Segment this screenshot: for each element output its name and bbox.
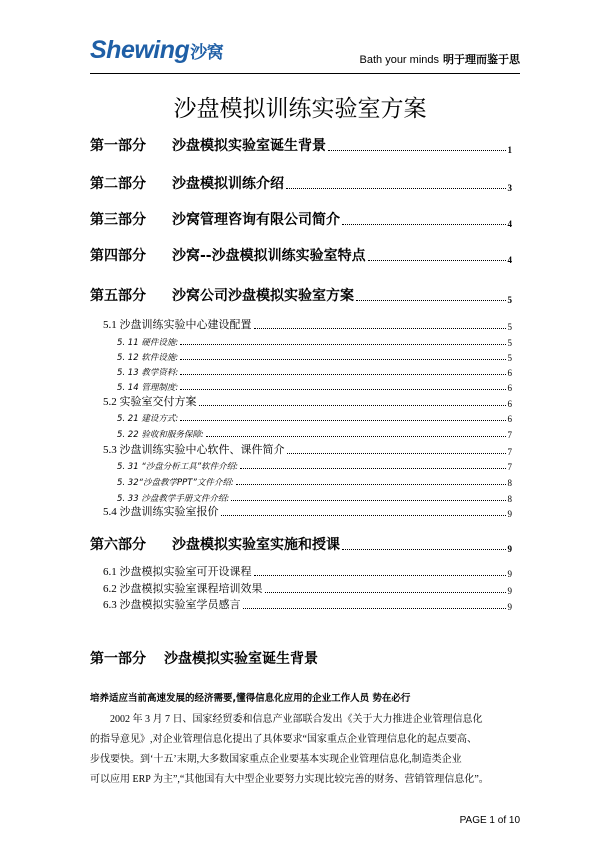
toc-entry-part6[interactable]: [90, 532, 512, 554]
toc-page: 5: [507, 295, 512, 305]
toc-page: 7: [507, 447, 512, 457]
toc-part-label: 第五部分: [90, 288, 146, 304]
toc-entry-5-12[interactable]: [117, 350, 512, 363]
toc-entry-5-13[interactable]: [117, 365, 512, 378]
toc-entry-6-1[interactable]: [103, 565, 512, 579]
toc-leader: [328, 150, 506, 151]
toc-title: 5. 22 验收和服务保障:: [117, 430, 204, 440]
toc-entry-5-1[interactable]: [103, 318, 512, 332]
toc-entry-part5[interactable]: [90, 283, 512, 305]
toc-entry-5-4[interactable]: [103, 505, 512, 519]
toc-entry-5-22[interactable]: [117, 427, 512, 440]
paragraph-line: 可以应用 ERP 为主”,“其他国有大中型企业要努力实现比较完善的财务、营销管理信息化”。: [90, 774, 489, 785]
toc-page: 8: [507, 494, 512, 504]
toc-title: 5. 32“沙盘教学PPT”文件介绍:: [117, 478, 234, 488]
toc-entry-part3[interactable]: [90, 207, 512, 229]
toc-title: 6.1 沙盘模拟实验室可开设课程: [103, 566, 252, 578]
toc-title: 沙窝管理咨询有限公司简介: [172, 212, 340, 228]
body-paragraph: [90, 710, 520, 790]
toc-title: 5. 33 沙盘教学手册文件介绍:: [117, 494, 230, 504]
toc-page: 4: [507, 219, 512, 229]
toc-title: 沙盘模拟训练介绍: [172, 176, 284, 192]
toc-title: 5.1 沙盘训练实验中心建设配置: [103, 319, 252, 331]
toc-leader: [368, 260, 506, 261]
toc-page: 5: [507, 338, 512, 348]
toc-entry-5-31[interactable]: [117, 459, 512, 472]
toc-page: 7: [507, 430, 512, 440]
paragraph-line: 步伐要快。到‘十五’末期,大多数国家重点企业要基本实现企业管理信息化,制造类企业: [90, 754, 462, 765]
toc-title: 5. 11 硬件设施:: [117, 338, 179, 348]
toc-page: 9: [507, 544, 512, 554]
paragraph-line: 2002 年 3 月 7 日、国家经贸委和信息产业部联合发出《关于大力推进企业管理信息化: [110, 714, 483, 725]
section-heading: [90, 648, 318, 668]
page-footer: PAGE 1 of 10: [459, 815, 520, 826]
toc-leader: [231, 500, 505, 501]
slogan-en: Bath your minds: [359, 54, 439, 66]
toc-page: 7: [507, 462, 512, 472]
toc-page: 4: [507, 255, 512, 265]
toc-leader: [221, 515, 506, 516]
logo-text: Shewing: [90, 36, 190, 64]
toc-page: 5: [507, 353, 512, 363]
toc-leader: [287, 453, 506, 454]
toc-leader: [180, 389, 505, 390]
toc-leader: [356, 300, 506, 301]
toc-page: 6: [507, 414, 512, 424]
toc-leader: [342, 549, 506, 550]
toc-page: 9: [507, 569, 512, 579]
toc-entry-5-14[interactable]: [117, 380, 512, 393]
logo-cn: 沙窝: [190, 43, 224, 62]
toc-title: 5.3 沙盘训练实验中心软件、课件简介: [103, 444, 285, 456]
toc-leader: [240, 468, 505, 469]
toc-leader: [180, 359, 505, 360]
shewing-logo: [90, 36, 223, 65]
section-part-label: 第一部分: [90, 651, 146, 667]
document-title: 沙盘模拟训练实验室方案: [173, 96, 427, 121]
page-header: [90, 36, 520, 76]
toc-page: 3: [507, 183, 512, 193]
toc-page: 6: [507, 368, 512, 378]
toc-title: 沙窝--沙盘模拟训练实验室特点: [172, 248, 366, 264]
toc-part-label: 第六部分: [90, 537, 146, 553]
slogan-cn: 明于理而鉴于思: [443, 54, 520, 66]
paragraph-line: 的指导意见》,对企业管理信息化提出了具体要求“国家重点企业管理信息化的起点要高、: [90, 734, 477, 745]
toc-leader: [254, 328, 506, 329]
toc-entry-5-32[interactable]: [117, 475, 512, 488]
toc-entry-5-2[interactable]: [103, 395, 512, 409]
toc-title: 5. 12 软件设施:: [117, 353, 179, 363]
header-slogan: [360, 51, 520, 67]
header-divider: [90, 73, 520, 74]
toc-page: 6: [507, 399, 512, 409]
toc-entry-6-2[interactable]: [103, 582, 512, 596]
toc-page: 9: [507, 586, 512, 596]
toc-leader: [180, 344, 505, 345]
toc-leader: [180, 374, 505, 375]
toc-leader: [236, 484, 506, 485]
toc-entry-part2[interactable]: [90, 171, 512, 193]
toc-part-label: 第四部分: [90, 248, 146, 264]
toc-page: 5: [507, 322, 512, 332]
toc-leader: [342, 224, 506, 225]
toc-title: 6.2 沙盘模拟实验室课程培训效果: [103, 583, 263, 595]
toc-leader: [254, 575, 506, 576]
toc-page: 1: [507, 145, 512, 155]
toc-title: 5. 31 “沙盘分析工具”软件介绍:: [117, 462, 239, 472]
toc-leader: [265, 592, 506, 593]
toc-title: 5. 14 管理制度:: [117, 383, 179, 393]
toc-page: 8: [507, 478, 512, 488]
toc-part-label: 第二部分: [90, 176, 146, 192]
toc-entry-part4[interactable]: [90, 243, 512, 265]
toc-title: 5.2 实验室交付方案: [103, 396, 197, 408]
section-title: 沙盘模拟实验室诞生背景: [164, 651, 318, 667]
toc-title: 沙窝公司沙盘模拟实验室方案: [172, 288, 354, 304]
toc-leader: [180, 420, 505, 421]
toc-leader: [286, 188, 506, 189]
toc-leader: [199, 405, 506, 406]
toc-title: 5. 13 教学资料:: [117, 368, 179, 378]
toc-title: 沙盘模拟实验室诞生背景: [172, 138, 326, 154]
toc-title: 沙盘模拟实验室实施和授课: [172, 537, 340, 553]
toc-entry-5-21[interactable]: [117, 411, 512, 424]
toc-title: 6.3 沙盘模拟实验室学员感言: [103, 599, 241, 611]
toc-entry-5-11[interactable]: [117, 335, 512, 348]
toc-title: 5. 21 建设方式:: [117, 414, 179, 424]
toc-page: 9: [507, 509, 512, 519]
toc-entry-6-3[interactable]: [103, 598, 512, 612]
toc-entry-5-3[interactable]: [103, 443, 512, 457]
toc-page: 9: [507, 602, 512, 612]
toc-part-label: 第三部分: [90, 212, 146, 228]
toc-leader: [243, 608, 506, 609]
toc-leader: [206, 436, 506, 437]
toc-title: 5.4 沙盘训练实验室报价: [103, 506, 219, 518]
toc-entry-part1[interactable]: [90, 133, 512, 155]
toc-page: 6: [507, 383, 512, 393]
toc-part-label: 第一部分: [90, 138, 146, 154]
section-lead: 培养适应当前高速发展的经济需要,懂得信息化应用的企业工作人员 势在必行: [90, 693, 411, 704]
